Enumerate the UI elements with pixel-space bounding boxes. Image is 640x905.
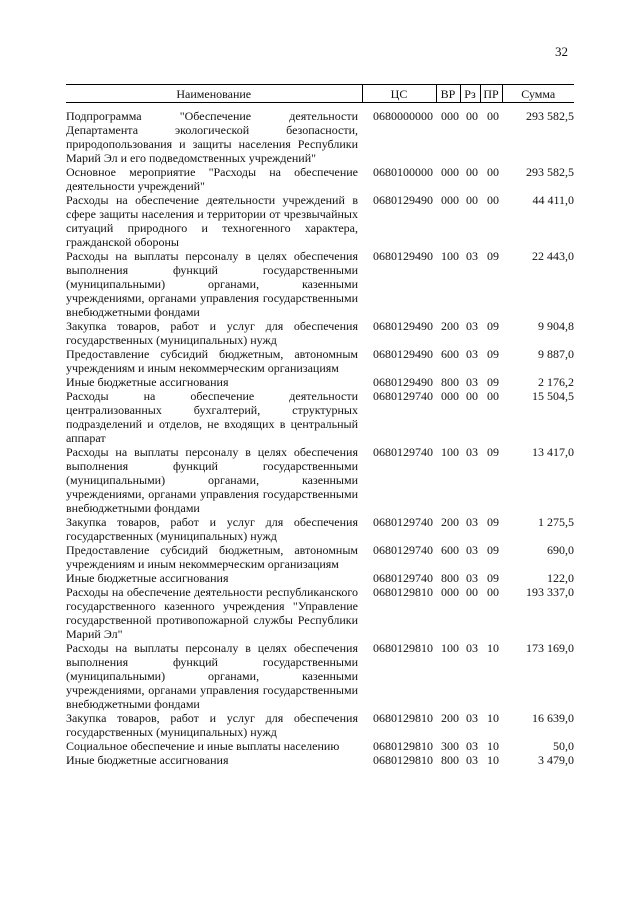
table-row bbox=[66, 711, 574, 739]
cell-pr: 09 bbox=[487, 445, 499, 459]
cell-sum: 15 504,5 bbox=[532, 389, 574, 403]
cell-vr: 200 bbox=[441, 711, 459, 725]
cell-cs: 0680129810 bbox=[373, 753, 433, 767]
cell-rz: 03 bbox=[466, 543, 478, 557]
cell-vr: 800 bbox=[441, 375, 459, 389]
table-row bbox=[66, 193, 574, 249]
table-row bbox=[66, 585, 574, 641]
table-row bbox=[66, 543, 574, 571]
cell-pr: 10 bbox=[487, 739, 499, 753]
cell-name: Социальное обеспечение и иные выплаты населению bbox=[66, 739, 340, 753]
cell-cs: 0680129740 bbox=[373, 389, 433, 403]
header-name: Наименование bbox=[66, 85, 362, 103]
cell-vr: 800 bbox=[441, 571, 459, 585]
cell-cs: 0680129490 bbox=[373, 319, 433, 333]
cell-vr: 000 bbox=[441, 389, 459, 403]
cell-rz: 00 bbox=[466, 389, 478, 403]
cell-rz: 03 bbox=[466, 249, 478, 263]
cell-sum: 9 887,0 bbox=[538, 347, 574, 361]
cell-vr: 000 bbox=[441, 585, 459, 599]
cell-rz: 03 bbox=[466, 571, 478, 585]
cell-pr: 00 bbox=[487, 585, 499, 599]
cell-name: Предоставление субсидий бюджетным, автономным учреждениям и иным некоммерческим организациям bbox=[66, 347, 358, 375]
cell-rz: 03 bbox=[466, 753, 478, 767]
cell-sum: 3 479,0 bbox=[538, 753, 574, 767]
cell-cs: 0680129810 bbox=[373, 641, 433, 655]
cell-vr: 000 bbox=[441, 165, 459, 179]
cell-rz: 03 bbox=[466, 641, 478, 655]
cell-sum: 22 443,0 bbox=[532, 249, 574, 263]
table-row bbox=[66, 515, 574, 543]
cell-sum: 293 582,5 bbox=[526, 109, 574, 123]
cell-sum: 293 582,5 bbox=[526, 165, 574, 179]
cell-name: Расходы на обеспечение деятельности централизованных бухгалтерий, структурных подразделений и отделов, не входящих в центральный аппарат bbox=[66, 389, 358, 445]
cell-pr: 10 bbox=[487, 641, 499, 655]
cell-vr: 100 bbox=[441, 445, 459, 459]
cell-pr: 00 bbox=[487, 389, 499, 403]
cell-cs: 0680129490 bbox=[373, 193, 433, 207]
header-vr: ВР bbox=[436, 85, 460, 103]
cell-cs: 0680129810 bbox=[373, 711, 433, 725]
cell-pr: 09 bbox=[487, 347, 499, 361]
page-number: 32 bbox=[555, 44, 568, 59]
table-row bbox=[66, 641, 574, 711]
cell-sum: 122,0 bbox=[547, 571, 574, 585]
cell-sum: 173 169,0 bbox=[526, 641, 574, 655]
cell-sum: 13 417,0 bbox=[532, 445, 574, 459]
cell-vr: 200 bbox=[441, 515, 459, 529]
cell-vr: 200 bbox=[441, 319, 459, 333]
cell-rz: 00 bbox=[466, 585, 478, 599]
cell-sum: 690,0 bbox=[547, 543, 574, 557]
table-row bbox=[66, 375, 574, 389]
cell-rz: 00 bbox=[466, 165, 478, 179]
cell-name: Закупка товаров, работ и услуг для обеспечения государственных (муниципальных) нужд bbox=[66, 711, 358, 739]
cell-vr: 800 bbox=[441, 753, 459, 767]
header-pr: ПР bbox=[480, 85, 502, 103]
cell-name: Расходы на выплаты персоналу в целях обеспечения выполнения функций государственными (муниципальными) органами, казенными учреждениями, органами управления государственными внебюджетными фондами bbox=[66, 249, 358, 319]
cell-name: Расходы на обеспечение деятельности республиканского государственного казенного учреждения "Управление государственной противопожарной службы Республики Марий Эл" bbox=[66, 585, 358, 641]
table-row bbox=[66, 165, 574, 193]
cell-pr: 09 bbox=[487, 375, 499, 389]
table-row bbox=[66, 319, 574, 347]
cell-rz: 03 bbox=[466, 711, 478, 725]
cell-cs: 0680129490 bbox=[373, 375, 433, 389]
cell-pr: 09 bbox=[487, 515, 499, 529]
cell-vr: 600 bbox=[441, 347, 459, 361]
cell-sum: 2 176,2 bbox=[538, 375, 574, 389]
header-rz: Рз bbox=[460, 85, 480, 103]
cell-cs: 0680129740 bbox=[373, 571, 433, 585]
cell-vr: 300 bbox=[441, 739, 459, 753]
cell-name: Закупка товаров, работ и услуг для обеспечения государственных (муниципальных) нужд bbox=[66, 515, 358, 543]
cell-rz: 03 bbox=[466, 515, 478, 529]
cell-sum: 9 904,8 bbox=[538, 319, 574, 333]
cell-pr: 00 bbox=[487, 165, 499, 179]
cell-name: Иные бюджетные ассигнования bbox=[66, 571, 229, 585]
cell-rz: 03 bbox=[466, 445, 478, 459]
cell-cs: 0680129810 bbox=[373, 585, 433, 599]
cell-name: Расходы на обеспечение деятельности учреждений в сфере защиты населения и территории от чрезвычайных ситуаций природного и техногенного характера, гражданской обороны bbox=[66, 193, 358, 249]
cell-name: Закупка товаров, работ и услуг для обеспечения государственных (муниципальных) нужд bbox=[66, 319, 358, 347]
cell-vr: 600 bbox=[441, 543, 459, 557]
cell-pr: 00 bbox=[487, 193, 499, 207]
cell-name: Предоставление субсидий бюджетным, автономным учреждениям и иным некоммерческим организациям bbox=[66, 543, 358, 571]
table-row bbox=[66, 445, 574, 515]
cell-pr: 10 bbox=[487, 711, 499, 725]
table-row bbox=[66, 389, 574, 445]
cell-pr: 00 bbox=[487, 109, 499, 123]
cell-name: Иные бюджетные ассигнования bbox=[66, 375, 229, 389]
cell-name: Расходы на выплаты персоналу в целях обеспечения выполнения функций государственными (муниципальными) органами, казенными учреждениями, органами управления государственными внебюджетными фондами bbox=[66, 641, 358, 711]
cell-vr: 100 bbox=[441, 249, 459, 263]
table-row bbox=[66, 571, 574, 585]
cell-cs: 0680129810 bbox=[373, 739, 433, 753]
header-sum: Сумма bbox=[502, 85, 574, 103]
table-row bbox=[66, 753, 574, 767]
cell-name: Расходы на выплаты персоналу в целях обеспечения выполнения функций государственными (муниципальными) органами, казенными учреждениями, органами управления государственными внебюджетными фондами bbox=[66, 445, 358, 515]
table-row bbox=[66, 739, 574, 753]
cell-vr: 100 bbox=[441, 641, 459, 655]
cell-cs: 0680129740 bbox=[373, 445, 433, 459]
cell-rz: 03 bbox=[466, 347, 478, 361]
cell-pr: 10 bbox=[487, 753, 499, 767]
cell-rz: 00 bbox=[466, 109, 478, 123]
cell-sum: 44 411,0 bbox=[532, 193, 574, 207]
cell-pr: 09 bbox=[487, 571, 499, 585]
cell-rz: 03 bbox=[466, 375, 478, 389]
cell-pr: 09 bbox=[487, 249, 499, 263]
cell-sum: 193 337,0 bbox=[526, 585, 574, 599]
cell-rz: 03 bbox=[466, 739, 478, 753]
cell-name: Подпрограмма "Обеспечение деятельности Департамента экологической безопасности, природопользования и защиты населения Республики Марий Эл и его подведомственных учреждений" bbox=[66, 109, 358, 165]
cell-cs: 0680129740 bbox=[373, 543, 433, 557]
header-cs: ЦС bbox=[362, 85, 436, 103]
cell-cs: 0680000000 bbox=[373, 109, 433, 123]
table-row bbox=[66, 103, 574, 166]
cell-name: Иные бюджетные ассигнования bbox=[66, 753, 229, 767]
table-header-row bbox=[66, 85, 574, 103]
cell-cs: 0680100000 bbox=[373, 165, 433, 179]
table-row bbox=[66, 249, 574, 319]
cell-cs: 0680129740 bbox=[373, 515, 433, 529]
cell-pr: 09 bbox=[487, 543, 499, 557]
budget-table bbox=[66, 84, 574, 767]
cell-cs: 0680129490 bbox=[373, 249, 433, 263]
cell-sum: 16 639,0 bbox=[532, 711, 574, 725]
cell-rz: 03 bbox=[466, 319, 478, 333]
cell-vr: 000 bbox=[441, 109, 459, 123]
cell-cs: 0680129490 bbox=[373, 347, 433, 361]
table-row bbox=[66, 347, 574, 375]
cell-sum: 1 275,5 bbox=[538, 515, 574, 529]
cell-name: Основное мероприятие "Расходы на обеспечение деятельности учреждений" bbox=[66, 165, 358, 193]
cell-pr: 09 bbox=[487, 319, 499, 333]
cell-vr: 000 bbox=[441, 193, 459, 207]
cell-rz: 00 bbox=[466, 193, 478, 207]
cell-sum: 50,0 bbox=[553, 739, 574, 753]
